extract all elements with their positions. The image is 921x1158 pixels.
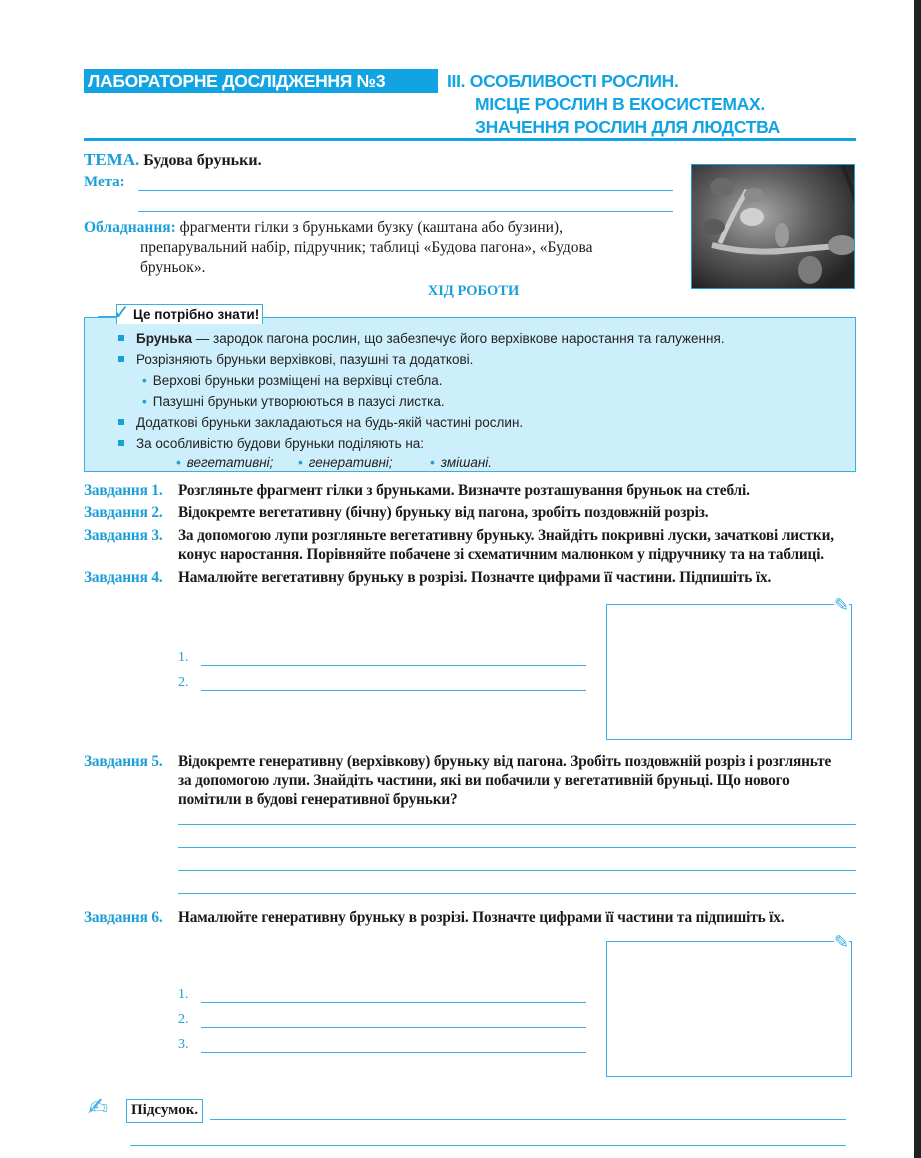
task-4-answer-line-2[interactable] — [201, 690, 586, 691]
task-6-drawing-box[interactable] — [606, 941, 852, 1077]
task-6 — [84, 908, 784, 927]
task-5-answer-line-3[interactable] — [178, 870, 856, 871]
info-term: Брунька — [136, 331, 192, 346]
bullet-square-icon — [118, 335, 124, 341]
equipment-line-3: бруньок». — [140, 259, 206, 276]
task-1-text: Розгляньте фрагмент гілки з бруньками. Визначте розташування бруньок на стеблі. — [178, 482, 750, 499]
info-subitem-1 — [142, 373, 443, 388]
info-item-3-text: Додаткові бруньки закладаються на будь-якій частині рослин. — [136, 415, 524, 430]
task-6-number-2: 2. — [178, 1012, 189, 1027]
task-6-answer-line-3[interactable] — [201, 1052, 586, 1053]
equipment-label: Обладнання: — [84, 219, 176, 236]
bullet-square-icon — [118, 419, 124, 425]
pencil-icon: ✎ — [834, 595, 850, 616]
bud-type-2: • генеративні; — [298, 455, 393, 470]
task-4-answer-line-1[interactable] — [201, 665, 586, 666]
task-4-number-2: 2. — [178, 675, 189, 690]
task-6-text: Намалюйте генеративну бруньку в розрізі. Позначте цифрами її частини та підпишіть їх. — [178, 909, 785, 926]
task-2 — [84, 503, 708, 522]
task-5-answer-line-2[interactable] — [178, 847, 856, 848]
task-5-text-line-1: Відокремте генеративну (верхівкову) бруньку від пагона. Зробіть поздовжній розріз і розгляньте — [178, 753, 832, 770]
equipment-line-2: препарувальний набір, підручник; таблиці «Будова пагона», «Будова — [140, 239, 593, 256]
task-3-text-line-1: За допомогою лупи розгляньте вегетативну бруньку. Знайдіть покривні луски, зачаткові листки, — [178, 527, 834, 544]
task-4-drawing-box[interactable] — [606, 604, 852, 740]
summary-label: Підсумок. — [126, 1099, 203, 1123]
info-box-title: Це потрібно знати! — [116, 304, 263, 324]
bud-type-3: • змішані. — [430, 455, 493, 470]
info-item-1-text: — зародок пагона рослин, що забезпечує його верхівкове наростання та галуження. — [192, 331, 725, 346]
writing-hand-icon: ✍ — [88, 1093, 109, 1121]
task-3-text-line-2: конус наростання. Порівняйте побачене зі схематичним малюнком у підручнику та на таблиці. — [178, 546, 824, 563]
task-6-number-1: 1. — [178, 987, 189, 1002]
info-subitem-1-text: Верхові бруньки розміщені на верхівці стебла. — [152, 373, 443, 388]
info-item-4 — [118, 436, 424, 451]
task-5-text-line-2: за допомогою лупи. Знайдіть частини, які ви побачили у вегетативній бруньці. Що нового — [178, 772, 790, 789]
equipment-line-1: фрагменти гілки з бруньками бузку (каштана або бузини), — [179, 219, 563, 236]
task-4-number-1: 1. — [178, 650, 189, 665]
task-5-answer-line-1[interactable] — [178, 824, 856, 825]
section-title-line-3: ЗНАЧЕННЯ РОСЛИН ДЛЯ ЛЮДСТВА — [475, 117, 780, 137]
task-4 — [84, 568, 771, 587]
pencil-icon: ✎ — [834, 932, 850, 953]
summary-answer-line-1[interactable] — [210, 1119, 846, 1120]
task-6-answer-line-1[interactable] — [201, 1002, 586, 1003]
branch-with-buds-image — [692, 165, 855, 289]
task-6-answer-line-2[interactable] — [201, 1027, 586, 1028]
goal-answer-line-1[interactable] — [138, 190, 673, 191]
task-2-text: Відокремте вегетативну (бічну) бруньку від пагона, зробіть поздовжній розріз. — [178, 504, 709, 521]
lab-badge: ЛАБОРАТОРНЕ ДОСЛІДЖЕННЯ №3 — [84, 69, 438, 93]
bullet-dot-icon: • — [142, 394, 147, 409]
branch-photo — [691, 164, 855, 289]
info-subitem-2 — [142, 394, 445, 409]
info-item-2-text: Розрізняють бруньки верхівкові, пазушні та додаткові. — [136, 352, 474, 367]
bullet-square-icon — [118, 440, 124, 446]
task-5-label: Завдання 5. — [84, 753, 163, 770]
task-1-label: Завдання 1. — [84, 482, 163, 499]
theme-label: ТЕМА. — [84, 150, 140, 169]
info-item-1 — [118, 331, 725, 346]
goal-label: Мета: — [84, 174, 125, 190]
task-1 — [84, 481, 750, 500]
goal-answer-line-2[interactable] — [138, 211, 673, 212]
checkmark-icon: ✓ — [113, 300, 130, 324]
header-divider — [84, 138, 856, 141]
section-title-line-1: ІІІ. ОСОБЛИВОСТІ РОСЛИН. — [447, 71, 679, 91]
bullet-dot-icon: • — [142, 373, 147, 388]
task-6-number-3: 3. — [178, 1037, 189, 1052]
bud-type-1: • вегетативні; — [176, 455, 274, 470]
procedure-heading: ХІД РОБОТИ — [427, 283, 520, 299]
bullet-square-icon — [118, 356, 124, 362]
info-subitem-2-text: Пазушні бруньки утворюються в пазусі листка. — [152, 394, 445, 409]
task-4-text: Намалюйте вегетативну бруньку в розрізі. Позначте цифрами її частини. Підпишіть їх. — [178, 569, 772, 586]
info-item-3 — [118, 415, 523, 430]
info-item-4-text: За особливістю будови бруньки поділяють на: — [136, 436, 425, 451]
task-5-answer-line-4[interactable] — [178, 893, 856, 894]
task-5-text-line-3: помітили в будові генеративної бруньки? — [178, 791, 458, 808]
page-edge — [914, 0, 921, 1158]
theme-line — [84, 150, 262, 170]
task-2-label: Завдання 2. — [84, 504, 163, 521]
task-4-label: Завдання 4. — [84, 569, 163, 586]
equipment-block — [84, 218, 674, 278]
info-item-2 — [118, 352, 473, 367]
task-6-label: Завдання 6. — [84, 909, 163, 926]
task-3 — [84, 526, 834, 545]
theme-value: Будова бруньки. — [143, 152, 262, 169]
summary-answer-line-2[interactable] — [130, 1145, 846, 1146]
task-3-label: Завдання 3. — [84, 527, 163, 544]
task-5 — [84, 752, 831, 771]
section-title-line-2: МІСЦЕ РОСЛИН В ЕКОСИСТЕМАХ. — [475, 94, 765, 114]
